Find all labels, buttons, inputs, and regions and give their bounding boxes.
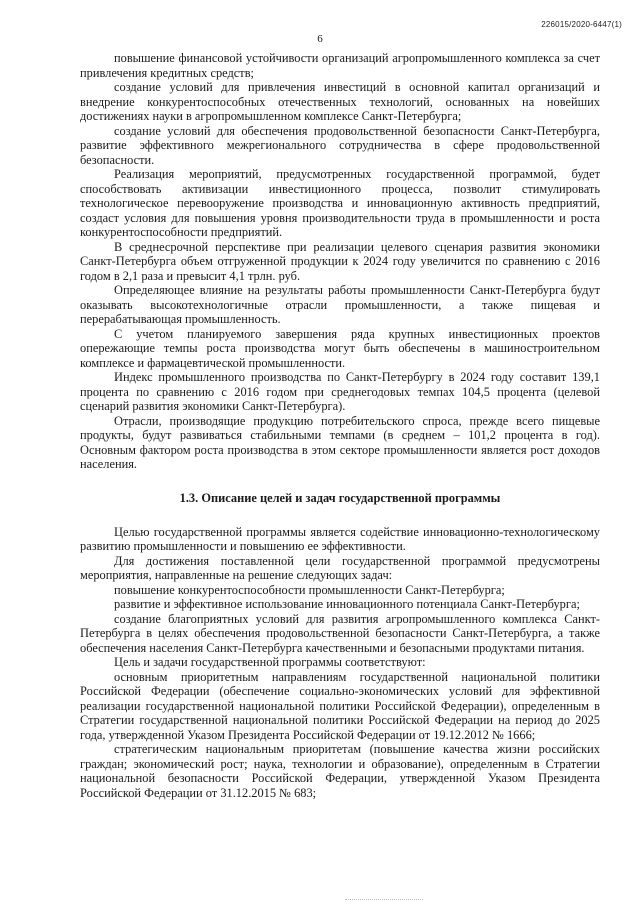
paragraph: Отрасли, производящие продукцию потребительского спроса, прежде всего пищевые продукты, будут развиваться стабильными темпами (в среднем – 101,2 процента в год). Основным фактором роста производства в этом секторе промышленности является рост доходов населения. xyxy=(80,413,600,471)
paragraphs-after-heading xyxy=(80,525,600,801)
page-number: 6 xyxy=(317,33,323,45)
paragraph: основным приоритетным направлениям государственной национальной политики Российской Федерации (обеспечение социально-экономических условий для эффективной реализации государственной национальной политики Российской Федерации), определенным в Стратегии государственной национальной политики Российской Федерации на период до 2025 года, утвержденной Указом Президента Российской Федерации от 19.12.2012 № 1666; xyxy=(80,669,600,742)
paragraph: развитие и эффективное использование инновационного потенциала Санкт-Петербурга; xyxy=(114,597,580,611)
paragraph: создание благоприятных условий для развития агропромышленного комплекса Санкт-Петербурга в целях обеспечения продовольственной безопасности Санкт-Петербурга, а также обеспечения населения Санкт-Петербурга качественными и безопасными продуктами питания. xyxy=(80,611,600,655)
paragraph: Цель и задачи государственной программы соответствуют: xyxy=(114,655,426,669)
paragraph: повышение конкурентоспособности промышленности Санкт-Петербурга; xyxy=(114,582,505,597)
paragraph: С учетом планируемого завершения ряда крупных инвестиционных проектов опережающие темпы роста производства могут быть обеспечены в машиностроительном комплексе и фармацевтической промышленности. xyxy=(80,326,600,370)
document-registration-number: 226015/2020-6447(1) xyxy=(541,20,622,29)
paragraph: Индекс промышленного производства по Санкт-Петербургу в 2024 году составит 139,1 процента по сравнению с 2016 годом при среднегодовых темпах 104,5 процента (целевой сценарий развития экономики Санкт-Петербурга). xyxy=(80,370,600,413)
paragraph: Целью государственной программы является содействие инновационно-технологическому развитию промышленности и повышению ее эффективности. xyxy=(80,524,600,553)
paragraph: Для достижения поставленной цели государственной программой предусмотрены мероприятия, направленные на решение следующих задач: xyxy=(80,553,600,582)
paragraph: повышение финансовой устойчивости организаций агропромышленного комплекса за счет привлечения кредитных средств; xyxy=(80,51,600,80)
paragraph: стратегическим национальным приоритетам (повышение качества жизни российских граждан; экономический рост; наука, технологии и образование), определенным в Стратегии национальной безопасности Российской Федерации, утвержденной Указом Президента Российской Федерации от 31.12.2015 № 683; xyxy=(80,742,600,800)
paragraph: создание условий для привлечения инвестиций в основной капитал организаций и внедрение конкурентоспособных отечественных технологий, основанных на новейших достижениях науки в агропромышленном комплексе Санкт-Петербурга; xyxy=(80,80,600,123)
section-heading: 1.3. Описание целей и задач государственной программы xyxy=(179,490,501,505)
paragraph: Определяющее влияние на результаты работы промышленности Санкт-Петербурга будут оказывать высокотехнологичные отрасли промышленности, а также пищевая и перерабатывающая промышленность. xyxy=(80,283,600,326)
paragraphs-before-heading xyxy=(80,51,600,472)
document-body xyxy=(80,51,600,800)
paragraph: В среднесрочной перспективе при реализации целевого сценария развития экономики Санкт-Петербурга объем отгруженной продукции к 2024 году увеличится по сравнению с 2016 годом в 2,1 раза и превысит 4,1 трлн. руб. xyxy=(80,239,600,283)
bottom-edge-mark xyxy=(345,899,423,903)
paragraph: создание условий для обеспечения продовольственной безопасности Санкт-Петербурга, развитие эффективного межрегионального сотрудничества в сфере продовольственной безопасности. xyxy=(80,123,600,167)
paragraph: Реализация мероприятий, предусмотренных государственной программой, будет способствовать активизации инвестиционного процесса, позволит стимулировать технологическое перевооружение производства и инновационную активность предприятий, создаст условия для повышения уровня производительности труда в промышленности и роста конкурентоспособности предприятий. xyxy=(80,167,600,239)
